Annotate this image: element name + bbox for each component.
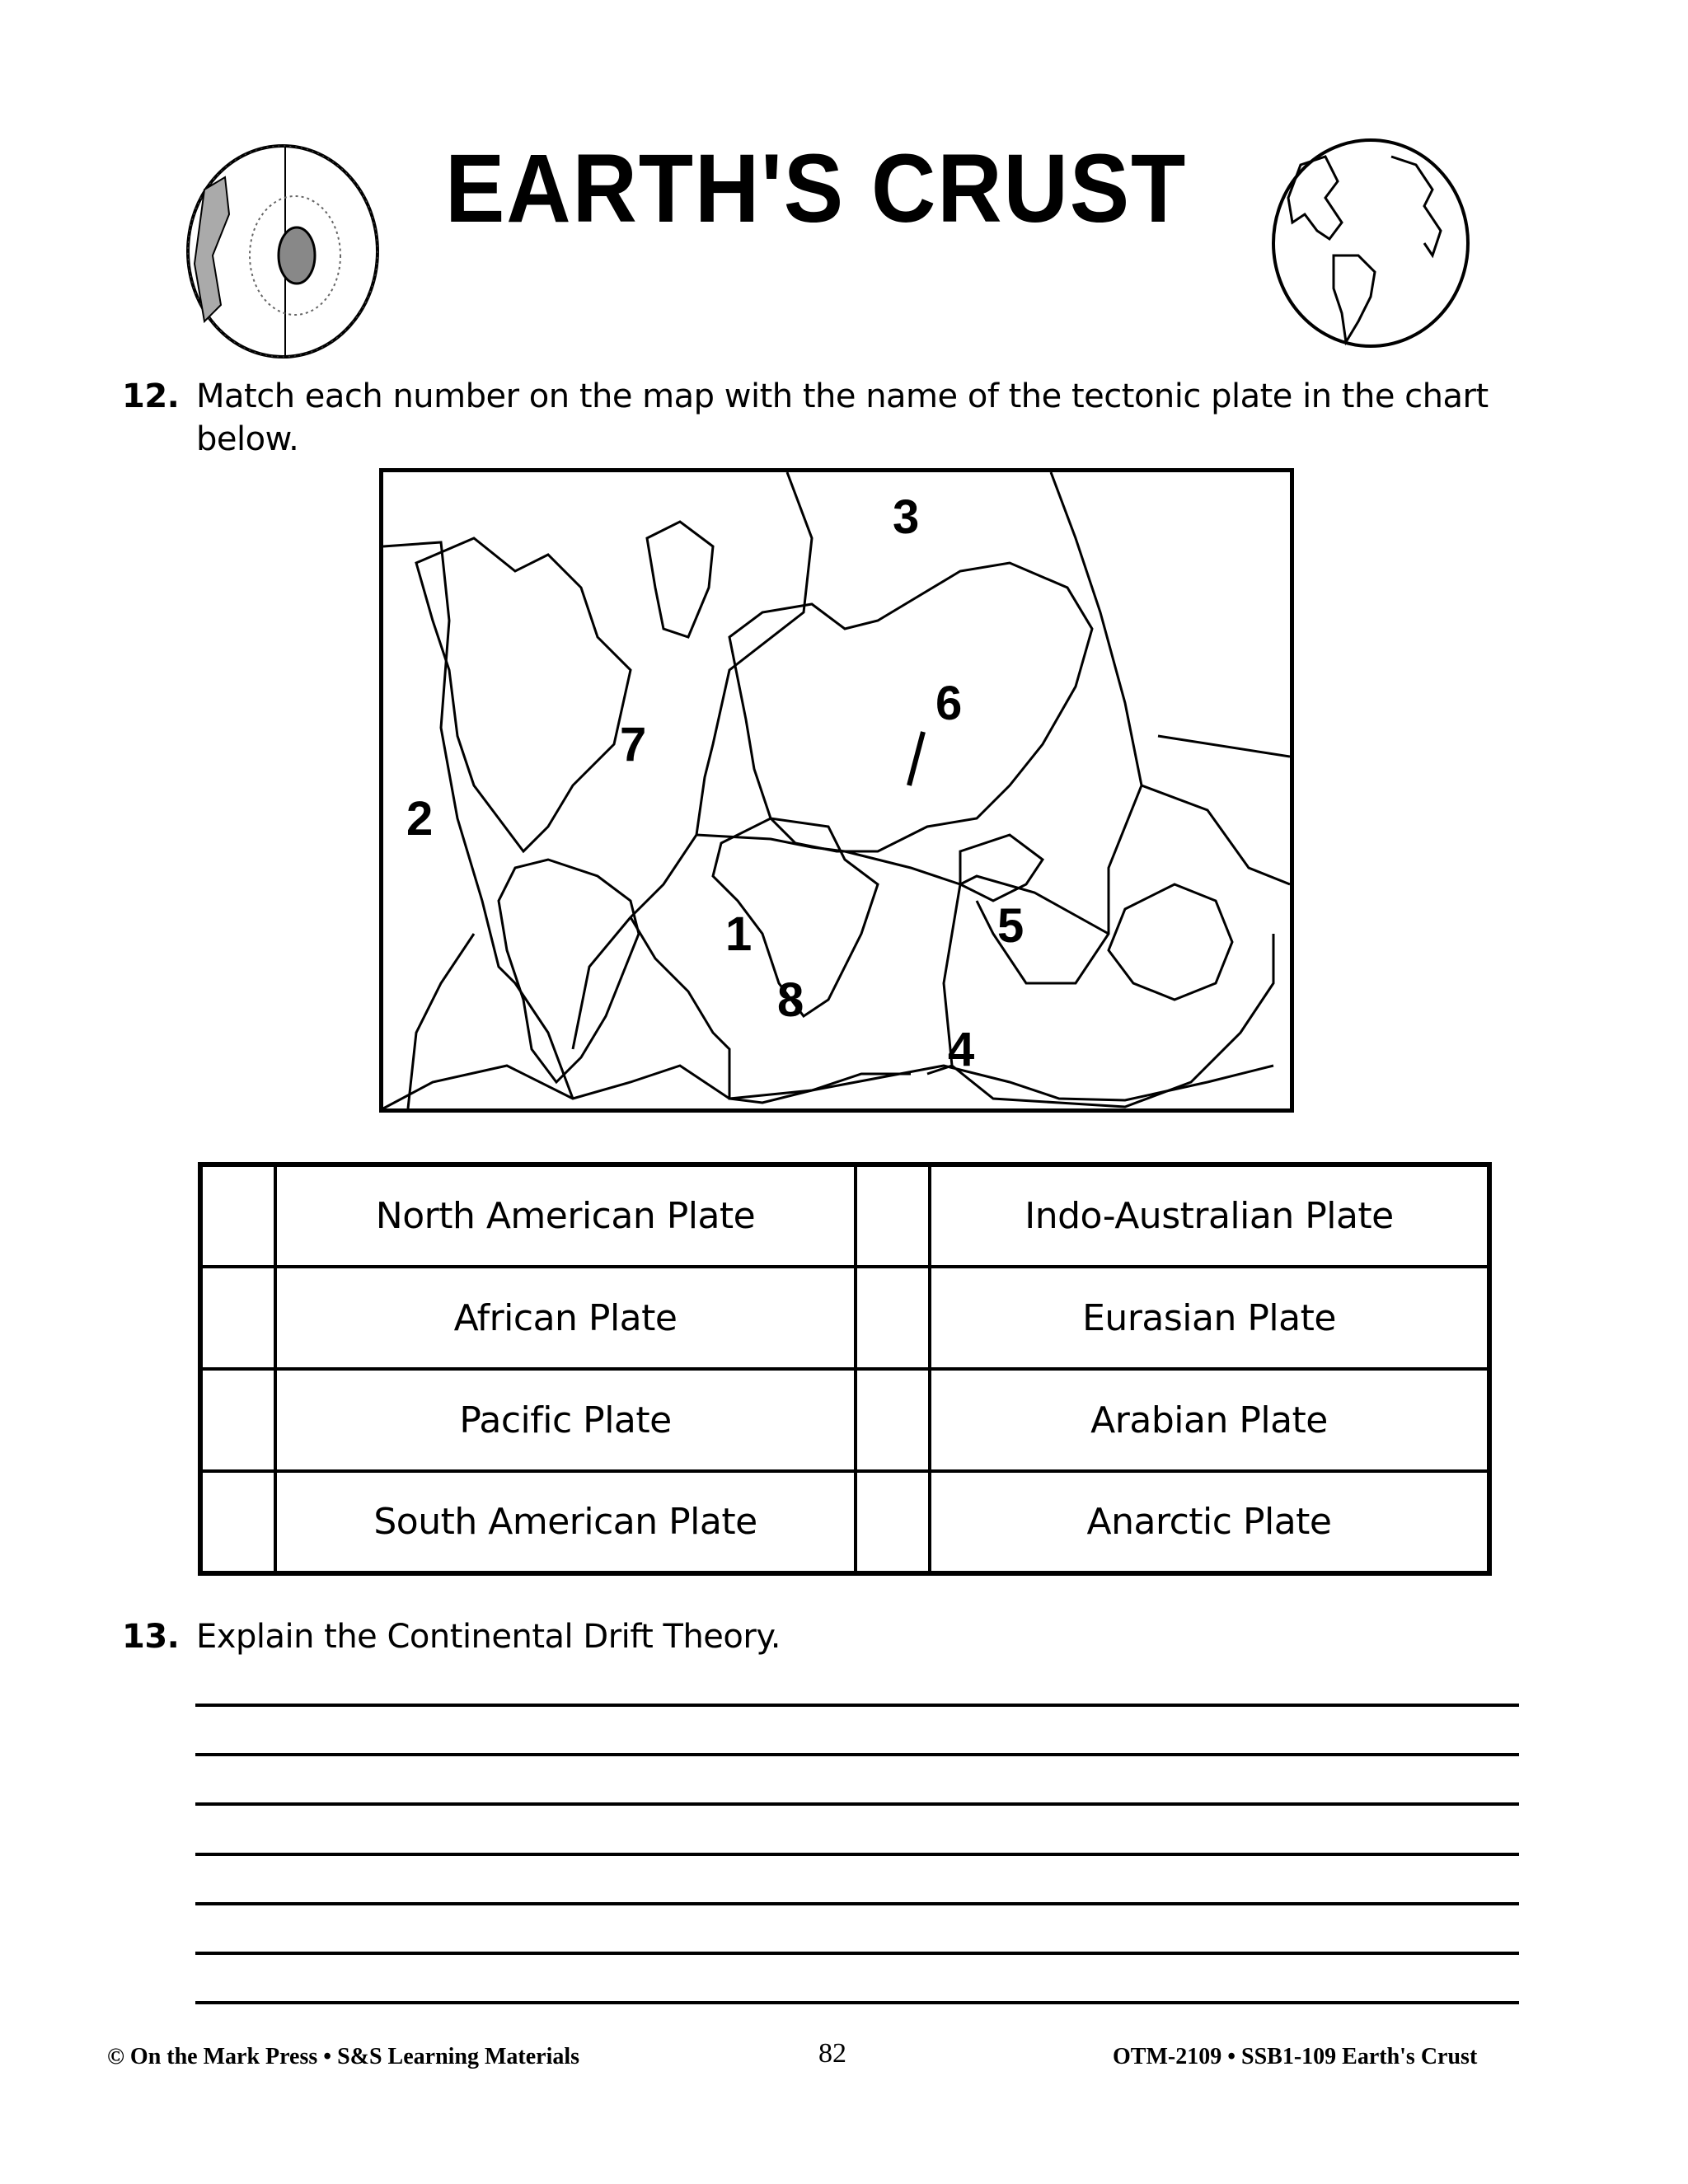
- question-text: Match each number on the map with the name of the tectonic plate in the chart: [196, 377, 1489, 415]
- globe-icon: [1268, 132, 1474, 358]
- earth-cross-section-icon: [180, 140, 386, 366]
- footer-product-code: OTM-2109 • SSB1-109 Earth's Crust: [1113, 2044, 1478, 2069]
- page-title: EARTH'S CRUST: [445, 134, 1188, 243]
- answer-cell[interactable]: [856, 1369, 930, 1471]
- table-row: [200, 1165, 1489, 1267]
- plate-name: Indo-Australian Plate: [930, 1165, 1489, 1267]
- plate-name: Arabian Plate: [930, 1369, 1489, 1471]
- answer-cell[interactable]: [856, 1165, 930, 1267]
- answer-cell[interactable]: [856, 1471, 930, 1573]
- plate-name: Eurasian Plate: [930, 1267, 1489, 1369]
- plate-name: Anarctic Plate: [930, 1471, 1489, 1573]
- question-13: [122, 1615, 781, 1658]
- answer-cell[interactable]: [200, 1471, 275, 1573]
- answer-cell[interactable]: [200, 1165, 275, 1267]
- footer-copyright: © On the Mark Press • S&S Learning Materials: [107, 2044, 580, 2069]
- table-row: [200, 1267, 1489, 1369]
- answer-line[interactable]: [195, 1753, 1519, 1756]
- map-label-3: 3: [893, 490, 920, 544]
- answer-line[interactable]: [195, 1902, 1519, 1905]
- map-label-7: 7: [620, 718, 647, 771]
- plate-name: North American Plate: [275, 1165, 856, 1267]
- map-label-4: 4: [948, 1023, 975, 1076]
- map-label-6: 6: [935, 677, 963, 730]
- answer-cell[interactable]: [200, 1267, 275, 1369]
- map-label-2: 2: [406, 792, 434, 846]
- map-label-8: 8: [777, 973, 804, 1027]
- plate-name: South American Plate: [275, 1471, 856, 1573]
- tectonic-plate-map: [379, 468, 1294, 1113]
- question-number: 13.: [122, 1618, 180, 1656]
- question-12: [122, 375, 1556, 461]
- answer-cell[interactable]: [200, 1369, 275, 1471]
- answer-cell[interactable]: [856, 1267, 930, 1369]
- question-number: 12.: [122, 377, 180, 415]
- question-text-continued: below.: [196, 420, 299, 458]
- map-label-5: 5: [997, 899, 1025, 953]
- plates-matching-table: [198, 1162, 1492, 1576]
- answer-line[interactable]: [195, 1704, 1519, 1707]
- page-number: 82: [818, 2038, 846, 2069]
- plate-name: Pacific Plate: [275, 1369, 856, 1471]
- answer-line[interactable]: [195, 1802, 1519, 1806]
- map-label-1: 1: [725, 907, 753, 961]
- answer-line[interactable]: [195, 1952, 1519, 1955]
- plate-name: African Plate: [275, 1267, 856, 1369]
- answer-line[interactable]: [195, 1853, 1519, 1856]
- question-text: Explain the Continental Drift Theory.: [196, 1618, 781, 1656]
- table-row: [200, 1471, 1489, 1573]
- answer-line[interactable]: [195, 2001, 1519, 2004]
- table-row: [200, 1369, 1489, 1471]
